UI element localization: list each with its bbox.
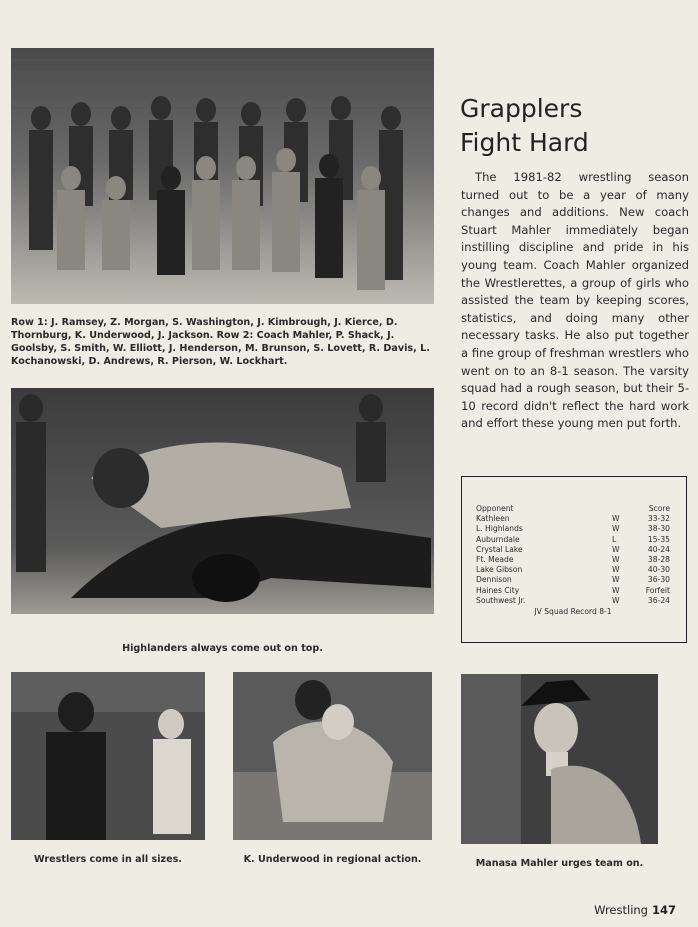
title-line-1: Grapplers: [460, 94, 583, 123]
score-cell: Forfeit: [645, 585, 670, 595]
opponent-cell: Dennison: [476, 575, 512, 585]
action-photo: [11, 388, 434, 614]
score-header-row: [476, 504, 670, 514]
score-row: [476, 524, 670, 534]
page-number: 147: [651, 903, 676, 917]
opponent-cell: Haines City: [476, 585, 520, 595]
sizes-photo: [11, 672, 205, 840]
header-score: Score: [648, 504, 670, 513]
score-rows: [476, 514, 670, 606]
opponent-cell: Kathleen: [476, 514, 510, 524]
score-row: [476, 565, 670, 575]
score-cell: 36-30: [647, 575, 670, 585]
regional-photo-caption: K. Underwood in regional action.: [243, 854, 422, 865]
score-row: [476, 596, 670, 606]
score-cell: 15-35: [647, 534, 670, 544]
score-cell: 40-24: [647, 544, 670, 554]
result-cell: W: [612, 514, 620, 524]
score-row: [476, 575, 670, 585]
team-photo-caption: Row 1: J. Ramsey, Z. Morgan, S. Washington, J. Kimbrough, J. Kierce, D. Thornburg, K. Underwood, J. Jackson. Row 2: Coach Mahler, P. Shack, J. Goolsby, S. Smith, W. Elliott, J. Henderson, M. Brunson, S. Lovett, R. Davis, L. Kochanowski, D. Andrews, R. Pierson, W. Lockhart.: [11, 317, 430, 367]
score-cell: 36-24: [647, 595, 670, 605]
score-table: [461, 476, 687, 643]
result-cell: W: [612, 575, 620, 585]
score-row: [476, 555, 670, 565]
action-photo-caption: Highlanders always come out on top.: [122, 643, 323, 654]
opponent-cell: Crystal Lake: [476, 544, 523, 554]
article-body: The 1981-82 wrestling season turned out to be a year of many changes and additions. New coach Stuart Mahler immediately began instilling discipline and pride in his young team. Coach Mahler organized the Wrestlerettes, a group of girls who assisted the team by keeping scores, statistics, and doing many other necessary tasks. He also put together a fine group of freshman wrestlers who went on to an 8-1 season. The varsity squad had a rough season, but their 5-10 record didn't reflect the hard work and effort these young men put forth.: [461, 170, 689, 431]
result-cell: W: [612, 595, 620, 605]
regional-photo: [233, 672, 432, 840]
sizes-photo-caption: Wrestlers come in all sizes.: [34, 854, 182, 865]
title-line-2: Fight Hard: [460, 128, 589, 157]
result-cell: W: [612, 544, 620, 554]
header-opponent: Opponent: [476, 504, 514, 513]
coach-photo-caption: Manasa Mahler urges team on.: [475, 858, 644, 869]
result-cell: W: [612, 585, 620, 595]
score-record: JV Squad Record 8-1: [534, 607, 612, 617]
opponent-cell: Ft. Meade: [476, 555, 514, 565]
team-photo: [11, 48, 434, 304]
score-cell: 33-32: [647, 514, 670, 524]
result-cell: W: [612, 565, 620, 575]
opponent-cell: L. Highlands: [476, 524, 523, 534]
result-cell: W: [612, 555, 620, 565]
result-cell: L: [612, 534, 617, 544]
opponent-cell: Lake Gibson: [476, 565, 523, 575]
score-row: [476, 586, 670, 596]
coach-photo: [461, 674, 658, 844]
page-footer: [594, 903, 676, 917]
score-row: [476, 514, 670, 524]
score-row: [476, 545, 670, 555]
score-cell: 38-30: [647, 524, 670, 534]
article-title: [460, 92, 680, 160]
section-label: Wrestling: [594, 903, 648, 917]
score-cell: 38-28: [647, 555, 670, 565]
result-cell: W: [612, 524, 620, 534]
score-row: [476, 535, 670, 545]
opponent-cell: Southwest Jr.: [476, 595, 526, 605]
score-cell: 40-30: [647, 565, 670, 575]
opponent-cell: Auburndale: [476, 534, 520, 544]
